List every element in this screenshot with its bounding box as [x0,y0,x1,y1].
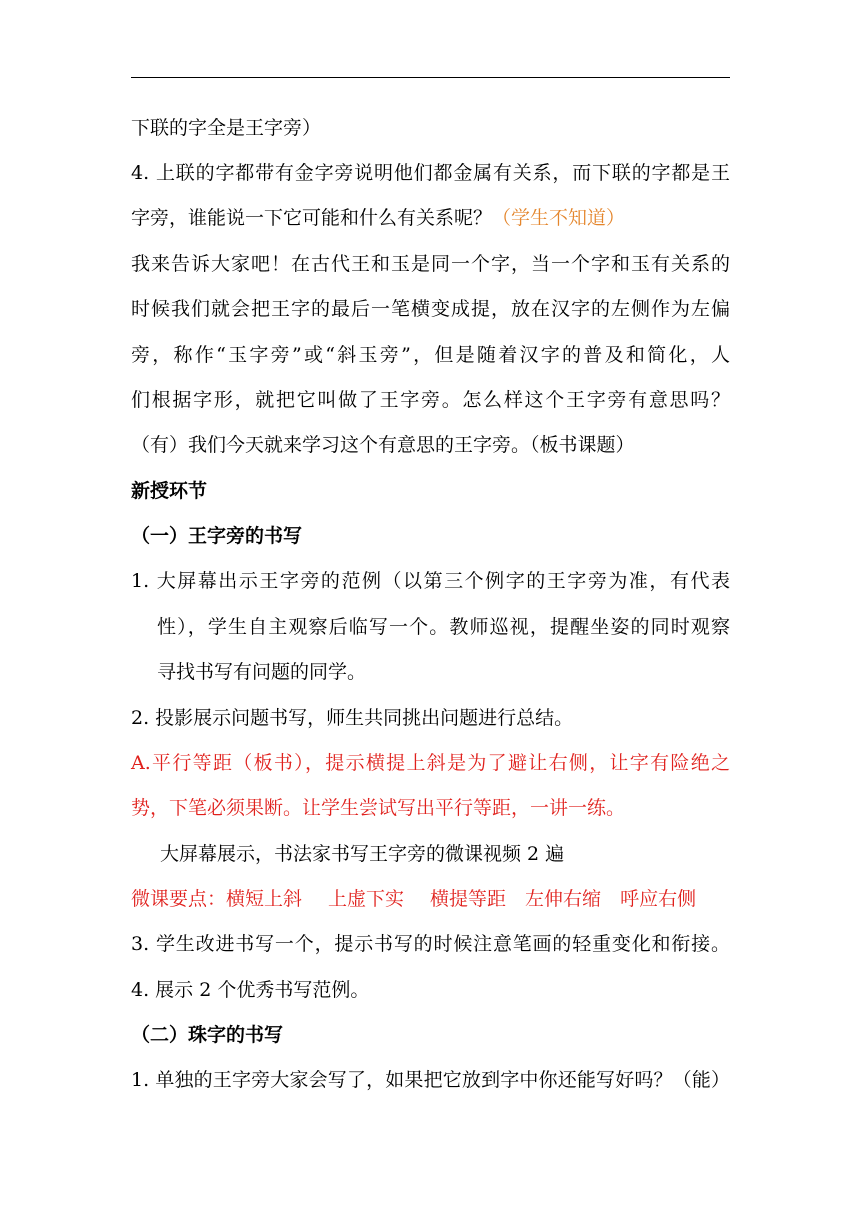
text-line: 旁，称作“玉字旁”或“斜玉旁”，但是随着汉字的普及和简化，人 [131,344,730,366]
list-item-continuation: 性），学生自主观察后临写一个。教师巡视，提醒坐姿的同时观察 [157,616,730,638]
point-item: 上虚下实 [328,888,405,910]
text-line [131,206,625,230]
text-line: （有）我们今天就来学习这个有意思的王字旁。（板书课题） [131,434,635,456]
list-item: 1. 单独的王字旁大家会写了，如果把它放到字中你还能写好吗？（能） [131,1069,730,1091]
point-item: 左伸右缩 [525,888,602,910]
subsection-heading: （二）珠字的书写 [131,1024,284,1046]
key-point: A.平行等距（板书），提示横提上斜是为了避让右侧，让字有险绝之 [131,752,730,774]
point-label: 微课要点：横短上斜 [131,888,303,910]
list-item: 4. 展示 2 个优秀书写范例。 [131,979,370,1001]
list-item: 2. 投影展示问题书写，师生共同挑出问题进行总结。 [131,707,574,729]
key-point: 势，下笔必须果断。让学生尝试写出平行等距，一讲一练。 [131,797,626,819]
text-line: 我来告诉大家吧！在古代王和玉是同一个字，当一个字和玉有关系的 [131,253,730,275]
point-item: 呼应右侧 [620,888,697,910]
text-span: 字旁，谁能说一下它可能和什么有关系呢？ [131,207,493,229]
point-item: 横提等距 [430,888,507,910]
subsection-heading: （一）王字旁的书写 [131,525,303,547]
list-item-continuation: 寻找书写有问题的同学。 [157,661,367,683]
student-response-note: （学生不知道） [492,207,626,229]
micro-lesson-points [131,887,696,911]
list-item: 1. 大屏幕出示王字旁的范例（以第三个例字的王字旁为准，有代表 [131,570,730,592]
text-line: 4. 上联的字都带有金字旁说明他们都金属有关系，而下联的字都是王 [131,162,730,184]
header-rule [131,77,730,78]
section-heading: 新授环节 [131,480,208,502]
list-item: 3. 学生改进书写一个，提示书写的时候注意笔画的轻重变化和衔接。 [131,933,730,955]
text-line: 时候我们就会把王字的最后一笔横变成提，放在汉字的左侧作为左偏 [131,298,730,320]
text-line: 下联的字全是王字旁） [131,117,322,139]
text-line: 大屏幕展示，书法家书写王字旁的微课视频 2 遍 [160,843,565,865]
text-line: 们根据字形，就把它叫做了王字旁。怎么样这个王字旁有意思吗？ [131,389,730,411]
